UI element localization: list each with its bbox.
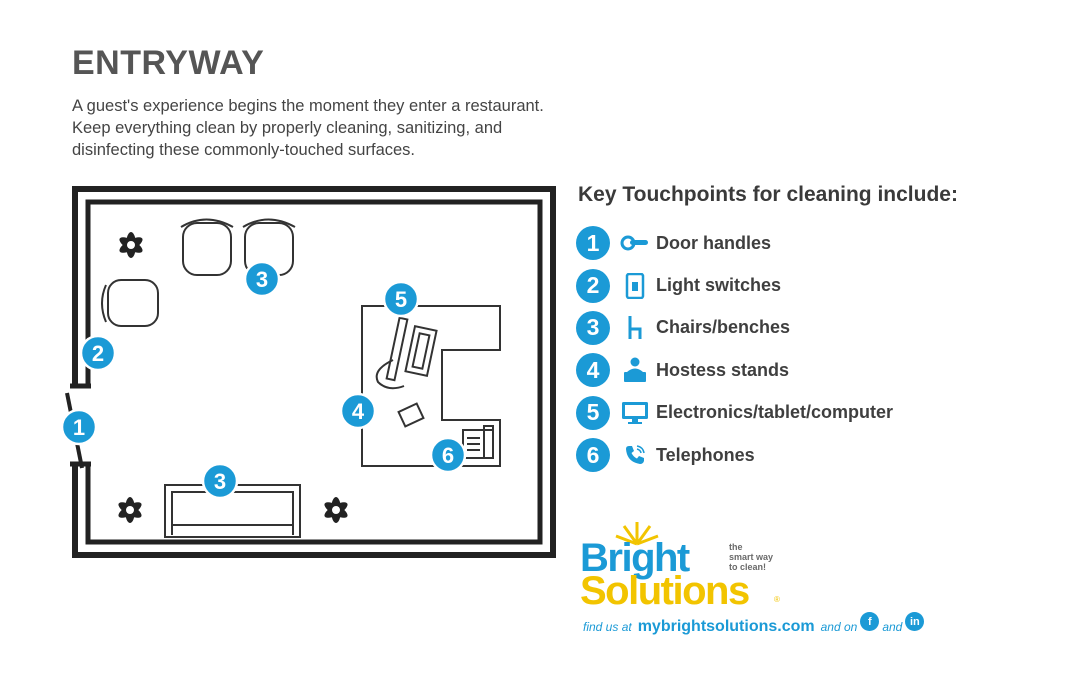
touchpoint-item-door-handles — [576, 222, 893, 264]
and-on-text: and on — [820, 619, 858, 634]
badge-chairs — [245, 262, 279, 296]
computer-icon — [620, 400, 650, 426]
touchpoint-label: Electronics/tablet/computer — [656, 402, 894, 423]
intro-line: A guest's experience begins the moment they enter a restaurant. — [72, 97, 544, 115]
touchpoint-label: Chairs/benches — [656, 317, 791, 338]
touchpoint-number: 5 — [576, 396, 610, 430]
touchpoints-heading: Key Touchpoints for cleaning include: — [578, 183, 958, 206]
touchpoint-number: 2 — [576, 269, 610, 303]
touchpoint-number: 1 — [576, 226, 610, 260]
badge-label: 6 — [441, 443, 455, 468]
touchpoint-number: 4 — [576, 353, 610, 387]
brand-tagline — [729, 542, 789, 572]
tagline-line: to clean! — [729, 562, 767, 572]
tablet — [399, 404, 424, 427]
telephone-icon — [620, 442, 650, 468]
find-us-text: find us at — [583, 619, 632, 634]
room-walls — [72, 189, 553, 555]
tagline-line: the — [729, 542, 743, 552]
facebook-icon[interactable]: f — [860, 612, 879, 631]
badge-label: 4 — [351, 399, 365, 424]
contact-line — [583, 617, 927, 636]
touchpoint-item-chairs — [576, 307, 893, 349]
and-text: and — [882, 619, 903, 634]
touchpoint-item-electronics — [576, 392, 893, 434]
armchair-icon — [181, 220, 233, 276]
desk-phone — [463, 426, 493, 458]
badge-label: 1 — [72, 415, 86, 440]
badge-telephone — [431, 438, 465, 472]
touchpoint-label: Door handles — [656, 232, 772, 253]
touchpoint-number: 3 — [576, 311, 610, 345]
chair-icon — [620, 315, 650, 341]
intro-line: Keep everything clean by properly cleaning, sanitizing, and — [72, 119, 503, 137]
badge-label: 3 — [255, 267, 269, 292]
badge-label: 5 — [394, 287, 408, 312]
website-link[interactable]: mybrightsolutions.com — [637, 617, 815, 635]
touchpoint-item-hostess-stands — [576, 349, 893, 391]
badge-door-handles — [62, 410, 96, 444]
door-handle-icon — [620, 230, 650, 256]
linkedin-icon[interactable]: in — [905, 612, 924, 631]
touchpoint-label: Telephones — [656, 444, 755, 465]
touchpoint-label: Light switches — [656, 275, 782, 296]
intro-text — [72, 95, 612, 161]
brand-word-solutions: Solutions — [580, 569, 749, 613]
touchpoint-label: Hostess stands — [656, 359, 790, 380]
plant-icon — [117, 232, 145, 258]
touchpoint-number: 6 — [576, 438, 610, 472]
badge-label: 2 — [91, 341, 105, 366]
floor-plan — [50, 180, 570, 570]
plant-icon — [116, 497, 144, 523]
page-title: ENTRYWAY — [72, 44, 265, 82]
intro-line: disinfecting these commonly-touched surfaces. — [72, 141, 416, 159]
badge-label: 3 — [213, 469, 227, 494]
armchair-icon — [102, 280, 158, 326]
light-switch-icon — [620, 273, 650, 299]
badge-electronics — [384, 282, 418, 316]
brand-word-bright: Bright — [580, 536, 689, 580]
touchpoint-item-light-switches — [576, 264, 893, 306]
touchpoints-list — [576, 222, 893, 476]
registered-mark: ® — [774, 595, 780, 604]
tagline-line: smart way — [729, 552, 774, 562]
badge-light-switch — [81, 336, 115, 370]
plant-icon — [322, 497, 350, 523]
badge-bench — [203, 464, 237, 498]
badge-hostess-stand — [341, 394, 375, 428]
brand-logo — [580, 520, 780, 613]
computer-monitor — [377, 318, 408, 388]
touchpoint-item-telephones — [576, 434, 893, 476]
keyboard — [405, 326, 436, 376]
hostess-stand-icon — [620, 357, 650, 383]
